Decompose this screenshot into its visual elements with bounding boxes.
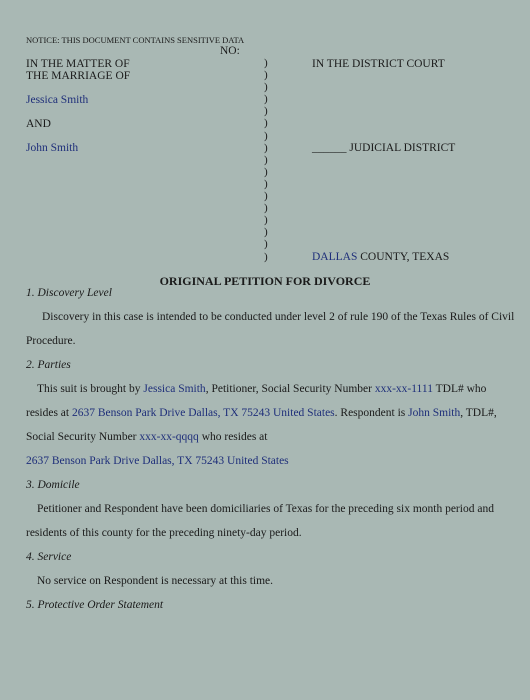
caption-paren: ) <box>264 153 268 166</box>
section-text: Procedure. <box>26 335 76 347</box>
judicial-district <box>312 142 455 154</box>
caption-paren: ) <box>264 165 268 178</box>
caption-paren: ) <box>264 238 268 251</box>
county-rest: COUNTY, TEXAS <box>357 251 450 263</box>
caption-paren: ) <box>264 177 268 190</box>
caption-paren: ) <box>264 214 268 227</box>
caption-marriage-line: THE MARRIAGE OF <box>26 70 131 82</box>
caption-paren: ) <box>264 69 268 82</box>
section-text: This suit is brought by Jessica Smith, Petitioner, Social Security Number xxx-xx-1111 TDL# who <box>37 383 487 395</box>
respondent-ssn: xxx-xx-qqqq <box>139 431 199 443</box>
section-heading: 1. Discovery Level <box>26 287 112 299</box>
section-text: residents of this county for the preceding ninety-day period. <box>26 527 302 539</box>
caption-paren: ) <box>264 226 268 239</box>
district-label: JUDICIAL DISTRICT <box>346 142 456 154</box>
caption-paren: ) <box>264 57 268 69</box>
section-text: resides at 2637 Benson Park Drive Dallas, TX 75243 United States. Respondent is John Smith, TDL#, <box>26 407 497 419</box>
caption-paren: ) <box>264 105 268 118</box>
section-text: Petitioner and Respondent have been domiciliaries of Texas for the preceding six month period and <box>37 503 494 515</box>
petitioner-address: 2637 Benson Park Drive Dallas, TX 75243 United States <box>71 407 335 419</box>
county-line <box>312 251 449 263</box>
caption-paren: ) <box>264 81 268 94</box>
petitioner-name: Jessica Smith <box>26 94 89 106</box>
petitioner-name: Jessica Smith <box>143 383 206 395</box>
respondent-address: 2637 Benson Park Drive Dallas, TX 75243 United States <box>26 455 289 467</box>
caption-matter-line: IN THE MATTER OF <box>26 58 130 70</box>
caption-and: AND <box>26 118 51 130</box>
notice-text: NOTICE: THIS DOCUMENT CONTAINS SENSITIVE DATA <box>26 35 245 45</box>
caption-paren: ) <box>264 117 268 130</box>
section-text: Social Security Number xxx-xx-qqqq who resides at <box>26 431 268 443</box>
petitioner-ssn: xxx-xx-1111 <box>374 383 433 395</box>
court-name: IN THE DISTRICT COURT <box>312 58 445 70</box>
caption-paren: ) <box>264 93 268 106</box>
caption-paren: ) <box>264 250 268 263</box>
section-text: Discovery in this case is intended to be conducted under level 2 of rule 190 of the Texas Rules of Civil <box>42 311 515 323</box>
caption-paren: ) <box>264 190 268 203</box>
section-heading: 5. Protective Order Statement <box>26 599 164 611</box>
respondent-name: John Smith <box>408 407 461 419</box>
caption-paren: ) <box>264 129 268 142</box>
respondent-name: John Smith <box>26 142 79 154</box>
section-heading: 4. Service <box>26 551 72 563</box>
caption-paren: ) <box>264 141 268 154</box>
caption-paren: ) <box>264 202 268 215</box>
section-heading: 3. Domicile <box>26 479 80 491</box>
district-number-blank: ______ <box>312 142 347 154</box>
section-text: No service on Respondent is necessary at this time. <box>37 575 274 587</box>
county-name: DALLAS <box>312 251 358 263</box>
petition-title: ORIGINAL PETITION FOR DIVORCE <box>159 274 371 288</box>
case-number-label: NO: <box>220 45 240 57</box>
caption-divider <box>264 57 268 263</box>
section-heading: 2. Parties <box>26 359 71 371</box>
